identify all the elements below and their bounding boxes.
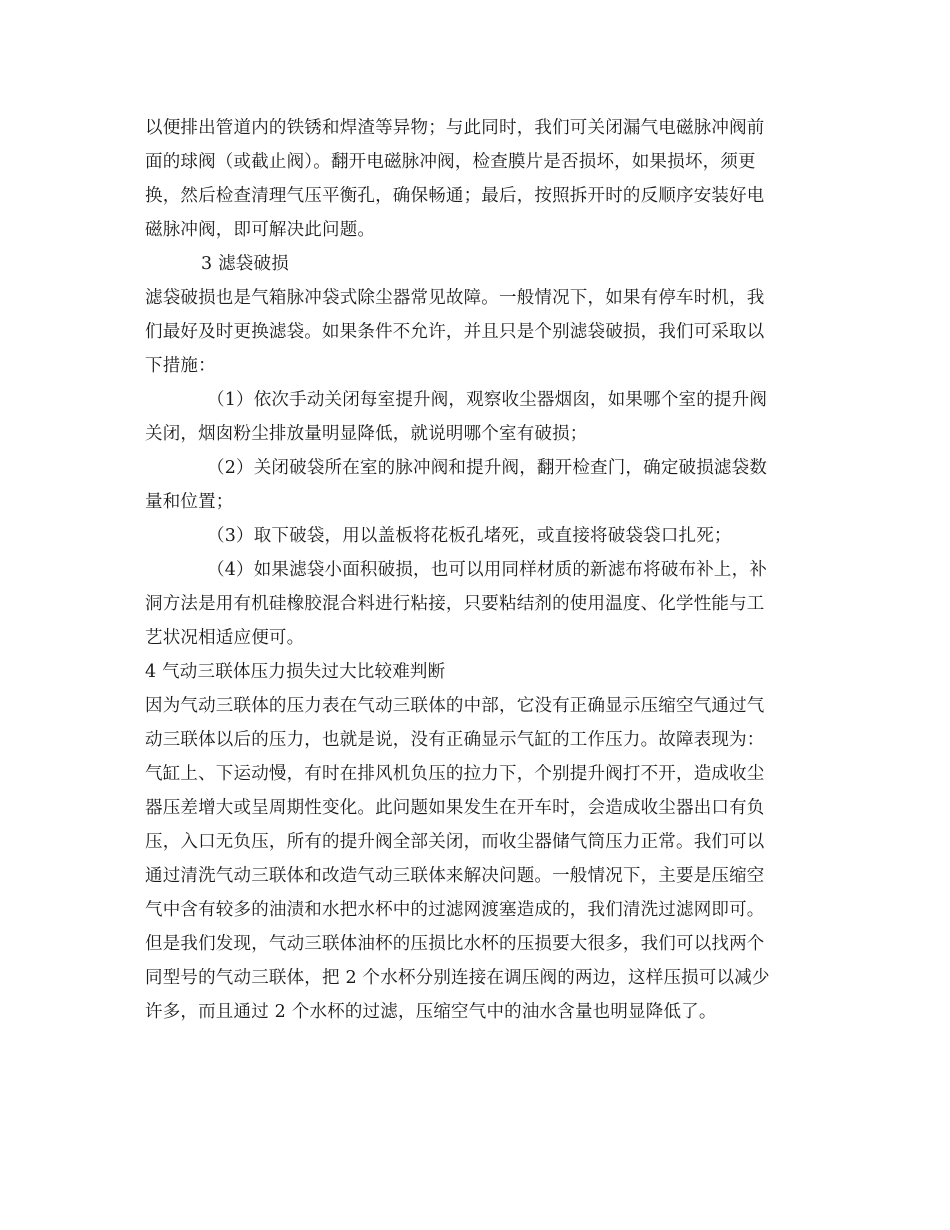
- section-heading-pneumatic-triplet: 4 气动三联体压力损失过大比较难判断: [145, 662, 446, 682]
- text-line: 艺状况相适应便可。: [145, 628, 305, 648]
- section-heading-filter-bag-damage: 3 滤袋破损: [201, 254, 289, 274]
- text-line: 下措施：: [145, 356, 216, 376]
- text-line: 同型号的气动三联体，把 2 个水杯分别连接在调压阀的两边，这样压损可以减少: [145, 968, 770, 988]
- text-line: 因为气动三联体的压力表在气动三联体的中部，它没有正确显示压缩空气通过气: [145, 696, 765, 716]
- text-line: 洞方法是用有机硅橡胶混合料进行粘接，只要粘结剂的使用温度、化学性能与工: [145, 594, 765, 614]
- paragraph-filter-bag-intro: [145, 281, 805, 383]
- text-line: 气中含有较多的油渍和水把水杯中的过滤网渡塞造成的，我们清洗过滤网即可。: [145, 900, 765, 920]
- text-line: 器压差增大或呈周期性变化。此问题如果发生在开车时，会造成收尘器出口有负: [145, 798, 765, 818]
- text-line: 通过清洗气动三联体和改造气动三联体来解决问题。一般情况下，主要是压缩空: [145, 866, 765, 886]
- text-line: 关闭，烟囱粉尘排放量明显降低，就说明哪个室有破损；: [145, 424, 588, 444]
- text-line: 但是我们发现，气动三联体油杯的压损比水杯的压损要大很多，我们可以找两个: [145, 934, 765, 954]
- text-line: 滤袋破损也是气箱脉冲袋式除尘器常见故障。一般情况下，如果有停车时机，我: [145, 288, 765, 308]
- paragraph-pneumatic-triplet: [145, 689, 805, 1029]
- list-item-3: [145, 519, 805, 553]
- text-line: 以便排出管道内的铁锈和焊渣等异物；与此同时，我们可关闭漏气电磁脉冲阀前: [145, 118, 765, 138]
- list-item-4: [145, 553, 805, 655]
- text-line: （4）如果滤袋小面积破损，也可以用同样材质的新滤布将破布补上，补: [207, 560, 768, 580]
- text-line: 动三联体以后的压力，也就是说，没有正确显示气缸的工作压力。故障表现为：: [145, 730, 765, 750]
- text-line: （2）关闭破袋所在室的脉冲阀和提升阀，翻开检查门，确定破损滤袋数: [207, 458, 768, 478]
- list-item-2: [145, 451, 805, 519]
- text-line: 量和位置；: [145, 492, 234, 512]
- text-line: 磁脉冲阀，即可解决此问题。: [145, 220, 376, 240]
- document-body: [145, 111, 805, 1029]
- text-line: 们最好及时更换滤袋。如果条件不允许，并且只是个别滤袋破损，我们可采取以: [145, 322, 765, 342]
- text-line: 面的球阀（或截止阀）。翻开电磁脉冲阀，检查膜片是否损坏，如果损坏，须更: [145, 152, 756, 172]
- paragraph-valve-repair: [145, 111, 805, 247]
- text-line: 气缸上、下运动慢，有时在排风机负压的拉力下，个别提升阀打不开，造成收尘: [145, 764, 765, 784]
- text-line: 换，然后检查清理气压平衡孔，确保畅通；最后，按照拆开时的反顺序安装好电: [145, 186, 765, 206]
- text-line: 许多，而且通过 2 个水杯的过滤，压缩空气中的油水含量也明显降低了。: [145, 1002, 717, 1022]
- list-item-1: [145, 383, 805, 451]
- text-line: （1）依次手动关闭每室提升阀，观察收尘器烟囱，如果哪个室的提升阀: [207, 390, 768, 410]
- text-line: （3）取下破袋，用以盖板将花板孔堵死，或直接将破袋袋口扎死；: [207, 526, 732, 546]
- text-line: 压，入口无负压，所有的提升阀全部关闭，而收尘器储气筒压力正常。我们可以: [145, 832, 765, 852]
